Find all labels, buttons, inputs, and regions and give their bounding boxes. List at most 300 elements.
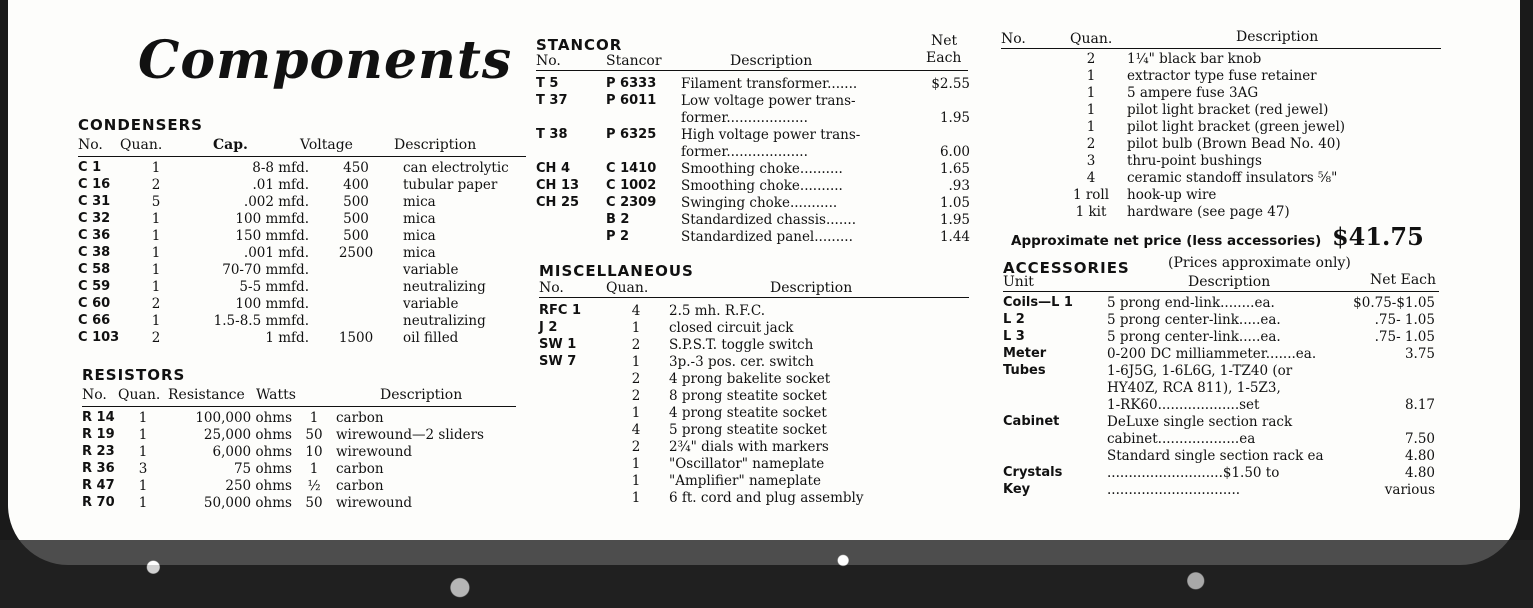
page-title: Components: [138, 30, 513, 91]
table-cell: HY40Z, RCA 811), 1-5Z3,: [1107, 380, 1281, 396]
table-row: [536, 212, 974, 229]
table-cell: 1: [1086, 85, 1096, 101]
misc-heading: MISCELLANEOUS: [539, 262, 694, 280]
table-cell: [1001, 204, 1059, 221]
table-cell: [539, 405, 607, 422]
table-row: [539, 303, 949, 320]
table-cell: closed circuit jack: [669, 320, 794, 336]
table-cell: 4.80: [1404, 465, 1435, 481]
table-cell: 450: [343, 160, 369, 176]
table-cell: mica: [403, 228, 436, 244]
table-cell: 1: [151, 262, 161, 278]
table-cell: 6.00: [939, 144, 970, 160]
table-row: [539, 337, 949, 354]
table-cell: 1500: [338, 330, 374, 346]
table-cell: tubular paper: [403, 177, 498, 193]
table-cell: 1.95: [939, 212, 970, 228]
table-cell: 2500: [338, 245, 374, 261]
table-cell: pilot bulb (Brown Bead No. 40): [1127, 136, 1341, 152]
table-cell: variable: [403, 296, 459, 312]
table-cell: C 1410: [606, 161, 657, 176]
table-cell: 2: [151, 296, 161, 312]
condensers-col-description: Description: [394, 137, 477, 153]
table-cell: [1353, 414, 1439, 431]
table-cell: 6,000 ohms: [212, 444, 292, 460]
table-cell: 2¾" dials with markers: [669, 439, 829, 455]
table-cell: [313, 279, 403, 296]
table-cell: [1001, 68, 1059, 85]
table-cell: 2: [631, 439, 641, 455]
table-row: [536, 195, 974, 212]
table-cell: 1: [138, 427, 148, 443]
table-cell: wirewound: [336, 444, 413, 460]
accessories-note: (Prices approximate only): [1168, 255, 1351, 271]
condensers-rule: [78, 156, 526, 157]
table-cell: Swinging choke...........: [681, 195, 838, 211]
table-cell: 4: [1086, 170, 1096, 186]
table-row: [1001, 102, 1427, 119]
condensers-col-cap: Cap.: [213, 137, 248, 153]
table-row: [536, 76, 974, 93]
table-cell: [539, 422, 607, 439]
table-row: [1003, 346, 1439, 363]
table-cell: [539, 371, 607, 388]
document-page: [8, 0, 1520, 565]
table-row: [1001, 136, 1427, 153]
table-row: [78, 177, 533, 194]
resistors-col-quan: Quan.: [118, 387, 161, 403]
table-row: [539, 473, 949, 490]
misc2-col-no: No.: [1001, 31, 1026, 47]
table-cell: 2.5 mh. R.F.C.: [669, 303, 765, 319]
table-cell: [313, 313, 403, 330]
table-cell: T 38: [536, 127, 568, 142]
table-row: [82, 444, 526, 461]
table-cell: hardware (see page 47): [1127, 204, 1290, 220]
table-cell: 1-6J5G, 1-6L6G, 1-TZ40 (or: [1107, 363, 1293, 379]
table-cell: 1: [138, 478, 148, 494]
stancor-heading: STANCOR: [536, 36, 623, 54]
misc-col-description: Description: [770, 280, 853, 296]
resistors-table: [82, 410, 526, 512]
table-cell: mica: [403, 245, 436, 261]
table-row: [1001, 85, 1427, 102]
approx-net-price: [1011, 222, 1424, 251]
table-cell: 70-70 mmfd.: [222, 262, 309, 278]
table-row: [78, 228, 533, 245]
stancor-col-no: No.: [536, 53, 561, 69]
table-cell: C 36: [78, 228, 111, 243]
table-cell: [539, 456, 607, 473]
table-cell: 2: [151, 177, 161, 193]
table-cell: .75- 1.05: [1374, 312, 1435, 328]
table-cell: 3p.-3 pos. cer. switch: [669, 354, 814, 370]
accessories-rule: [1003, 291, 1439, 292]
misc2-col-quan: Quan.: [1070, 31, 1113, 47]
table-cell: [539, 439, 607, 456]
table-cell: J 2: [539, 320, 558, 335]
table-cell: ceramic standoff insulators ⅝": [1127, 170, 1338, 186]
table-cell: 1: [631, 490, 641, 506]
table-cell: 10: [305, 444, 323, 460]
condensers-table: [78, 160, 533, 347]
table-cell: 1: [631, 354, 641, 370]
table-cell: 2: [631, 337, 641, 353]
table-cell: 5 prong steatite socket: [669, 422, 827, 438]
table-row: [536, 110, 974, 127]
table-cell: 1: [309, 410, 319, 426]
table-cell: carbon: [336, 410, 384, 426]
table-cell: 8.17: [1404, 397, 1435, 413]
table-cell: .01 mfd.: [252, 177, 309, 193]
table-cell: 50: [305, 427, 323, 443]
table-cell: C 60: [78, 296, 111, 311]
table-row: [536, 93, 974, 110]
table-cell: 1: [151, 279, 161, 295]
table-cell: 2: [631, 388, 641, 404]
table-cell: 4: [631, 303, 641, 319]
table-cell: R 23: [82, 444, 115, 459]
stancor-col-each: Each: [926, 50, 962, 66]
misc-table: [539, 303, 949, 507]
table-cell: [606, 110, 681, 127]
table-cell: 1: [631, 405, 641, 421]
table-cell: 1: [151, 313, 161, 329]
table-row: [78, 296, 533, 313]
table-cell: 1: [151, 160, 161, 176]
table-row: [78, 330, 533, 347]
table-cell: C 59: [78, 279, 111, 294]
accessories-col-description: Description: [1188, 274, 1271, 290]
table-cell: 1.44: [939, 229, 970, 245]
table-cell: 5 prong center-link.....ea.: [1107, 329, 1281, 345]
table-cell: [1001, 170, 1059, 187]
accessories-col-unit: Unit: [1003, 274, 1034, 290]
table-row: [78, 279, 533, 296]
table-row: [82, 478, 526, 495]
misc-col-no: No.: [539, 280, 564, 296]
table-cell: B 2: [606, 212, 630, 227]
table-cell: .002 mfd.: [243, 194, 309, 210]
table-cell: RFC 1: [539, 303, 582, 318]
table-cell: 2: [151, 330, 161, 346]
table-cell: pilot light bracket (green jewel): [1127, 119, 1346, 135]
table-cell: 4.80: [1404, 448, 1435, 464]
table-cell: [536, 144, 606, 161]
table-cell: 1.95: [939, 110, 970, 126]
table-cell: 3.75: [1404, 346, 1435, 362]
table-cell: [536, 229, 606, 246]
table-cell: C 1002: [606, 178, 657, 193]
misc-col-quan: Quan.: [606, 280, 649, 296]
table-cell: Low voltage power trans-: [681, 93, 856, 109]
table-cell: High voltage power trans-: [681, 127, 861, 143]
stancor-col-stancor: Stancor: [606, 53, 662, 69]
table-row: [539, 354, 949, 371]
table-cell: 1 mfd.: [265, 330, 309, 346]
table-row: [539, 371, 949, 388]
table-cell: various: [1384, 482, 1435, 498]
table-cell: R 19: [82, 427, 115, 442]
table-cell: [926, 127, 974, 144]
table-cell: Filament transformer.......: [681, 76, 858, 92]
table-row: [78, 160, 533, 177]
resistors-col-watts: Watts: [256, 387, 296, 403]
table-cell: Key: [1003, 482, 1031, 497]
table-cell: L 2: [1003, 312, 1025, 327]
table-row: [82, 427, 526, 444]
table-cell: 1: [151, 228, 161, 244]
table-cell: [539, 473, 607, 490]
table-cell: Standardized chassis.......: [681, 212, 856, 228]
table-cell: 150 mmfd.: [235, 228, 309, 244]
table-cell: CH 4: [536, 161, 570, 176]
table-cell: 8 prong steatite socket: [669, 388, 827, 404]
misc-rule: [539, 297, 969, 298]
table-cell: C 58: [78, 262, 111, 277]
torn-edge-decoration: [0, 540, 1533, 608]
table-cell: [1001, 136, 1059, 153]
table-cell: C 1: [78, 160, 102, 175]
table-cell: 1¼" black bar knob: [1127, 51, 1262, 67]
table-cell: 500: [343, 194, 369, 210]
table-row: [539, 439, 949, 456]
table-row: [539, 388, 949, 405]
resistors-col-resistance: Resistance: [168, 387, 245, 403]
table-cell: P 6325: [606, 127, 657, 142]
table-row: [1001, 51, 1427, 68]
misc-rows: [539, 303, 949, 507]
table-cell: 1: [631, 320, 641, 336]
resistors-rows: [82, 410, 526, 512]
table-row: [78, 245, 533, 262]
stancor-col-description: Description: [730, 53, 813, 69]
table-row: [539, 422, 949, 439]
table-row: [78, 262, 533, 279]
table-row: [1001, 170, 1427, 187]
table-cell: [1003, 380, 1107, 397]
table-row: [539, 490, 949, 507]
table-cell: 6 ft. cord and plug assembly: [669, 490, 864, 506]
table-cell: 1: [138, 410, 148, 426]
table-cell: C 66: [78, 313, 111, 328]
table-cell: 100,000 ohms: [195, 410, 292, 426]
condensers-col-quan: Quan.: [120, 137, 163, 153]
table-cell: cabinet...................ea: [1107, 431, 1256, 447]
table-cell: $0.75-$1.05: [1353, 295, 1435, 311]
table-cell: former...................: [681, 144, 808, 160]
table-row: [1003, 482, 1439, 499]
table-row: [1003, 380, 1439, 397]
table-row: [1001, 153, 1427, 170]
table-cell: SW 1: [539, 337, 577, 352]
table-row: [536, 161, 974, 178]
table-cell: Meter: [1003, 346, 1047, 361]
table-cell: .93: [948, 178, 970, 194]
table-cell: 100 mmfd.: [235, 211, 309, 227]
table-cell: carbon: [336, 478, 384, 494]
table-cell: 1.65: [939, 161, 970, 177]
table-cell: C 31: [78, 194, 111, 209]
table-cell: 1: [309, 461, 319, 477]
table-cell: ½: [307, 478, 321, 494]
table-cell: 1.05: [939, 195, 970, 211]
table-cell: wirewound—2 sliders: [336, 427, 484, 443]
condensers-col-no: No.: [78, 137, 103, 153]
table-cell: 5-5 mmfd.: [239, 279, 309, 295]
table-cell: [536, 212, 606, 229]
table-cell: pilot light bracket (red jewel): [1127, 102, 1329, 118]
table-cell: 5 prong center-link.....ea.: [1107, 312, 1281, 328]
table-cell: P 2: [606, 229, 630, 244]
table-cell: 1: [151, 245, 161, 261]
table-cell: hook-up wire: [1127, 187, 1217, 203]
table-row: [1003, 295, 1439, 312]
table-cell: Smoothing choke..........: [681, 178, 843, 194]
table-cell: 2: [631, 371, 641, 387]
table-cell: [926, 93, 974, 110]
table-cell: 1.5-8.5 mmfd.: [213, 313, 309, 329]
stancor-table: [536, 76, 974, 246]
table-cell: Crystals: [1003, 465, 1063, 480]
table-cell: 50: [305, 495, 323, 511]
table-cell: Smoothing choke..........: [681, 161, 843, 177]
table-cell: $2.55: [931, 76, 970, 92]
table-cell: wirewound: [336, 495, 413, 511]
table-cell: R 14: [82, 410, 115, 425]
table-cell: 1: [1086, 119, 1096, 135]
stancor-rule: [536, 70, 968, 71]
table-cell: ...........................$1.50 to: [1107, 465, 1280, 481]
table-cell: 100 mmfd.: [235, 296, 309, 312]
table-cell: 5 prong end-link........ea.: [1107, 295, 1275, 311]
table-cell: [1001, 119, 1059, 136]
table-cell: C 32: [78, 211, 111, 226]
accessories-rows: [1003, 295, 1439, 499]
misc2-rule: [1001, 48, 1441, 49]
table-cell: "Oscillator" nameplate: [669, 456, 825, 472]
table-cell: [1001, 153, 1059, 170]
table-cell: C 103: [78, 330, 120, 345]
resistors-col-no: No.: [82, 387, 107, 403]
table-row: [1003, 431, 1439, 448]
table-cell: variable: [403, 262, 459, 278]
table-cell: Coils—L 1: [1003, 295, 1073, 310]
table-row: [1003, 448, 1439, 465]
table-cell: [1003, 448, 1107, 465]
table-cell: [1001, 102, 1059, 119]
table-cell: [1001, 85, 1059, 102]
table-cell: [1001, 187, 1059, 204]
table-cell: 1: [138, 495, 148, 511]
table-cell: [1003, 431, 1107, 448]
accessories-heading: ACCESSORIES: [1003, 259, 1130, 277]
table-cell: 1: [151, 211, 161, 227]
table-row: [539, 405, 949, 422]
table-cell: C 16: [78, 177, 111, 192]
table-cell: C 2309: [606, 195, 657, 210]
table-cell: 8-8 mfd.: [252, 160, 309, 176]
table-row: [539, 456, 949, 473]
table-cell: 4: [631, 422, 641, 438]
table-cell: [1353, 380, 1439, 397]
table-cell: C 38: [78, 245, 111, 260]
table-cell: neutralizing: [403, 279, 486, 295]
table-cell: neutralizing: [403, 313, 486, 329]
approx-price-value: $41.75: [1331, 222, 1424, 251]
misc2-rows: [1001, 51, 1427, 221]
table-cell: .001 mfd.: [243, 245, 309, 261]
table-cell: [313, 296, 403, 313]
table-cell: 1: [631, 456, 641, 472]
table-row: [536, 144, 974, 161]
table-cell: 1-RK60...................set: [1107, 397, 1260, 413]
table-cell: S.P.S.T. toggle switch: [669, 337, 814, 353]
stancor-rows: [536, 76, 974, 246]
table-row: [1003, 312, 1439, 329]
table-cell: SW 7: [539, 354, 577, 369]
table-cell: 2: [1086, 51, 1096, 67]
table-row: [1003, 329, 1439, 346]
table-row: [1003, 465, 1439, 482]
table-cell: CH 13: [536, 178, 580, 193]
table-cell: 1 roll: [1072, 187, 1110, 203]
resistors-rule: [82, 406, 516, 407]
table-cell: [539, 490, 607, 507]
table-cell: 250 ohms: [225, 478, 292, 494]
table-cell: [1003, 397, 1107, 414]
table-row: [82, 461, 526, 478]
table-cell: T 37: [536, 93, 568, 108]
table-cell: "Amplifier" nameplate: [669, 473, 821, 489]
table-cell: Standard single section rack ea: [1107, 448, 1324, 464]
approx-price-label: Approximate net price (less accessories): [1011, 233, 1322, 249]
table-cell: [536, 110, 606, 127]
table-cell: can electrolytic: [403, 160, 509, 176]
table-row: [1001, 119, 1427, 136]
table-cell: [1001, 51, 1059, 68]
table-row: [1003, 414, 1439, 431]
table-cell: oil filled: [403, 330, 459, 346]
table-cell: 3: [1086, 153, 1096, 169]
condensers-heading: CONDENSERS: [78, 116, 203, 134]
table-cell: thru-point bushings: [1127, 153, 1262, 169]
table-cell: 4 prong bakelite socket: [669, 371, 831, 387]
table-cell: [606, 144, 681, 161]
table-cell: 75 ohms: [233, 461, 292, 477]
table-cell: 5 ampere fuse 3AG: [1127, 85, 1259, 101]
table-row: [78, 313, 533, 330]
table-row: [1001, 187, 1427, 204]
table-cell: P 6011: [606, 93, 657, 108]
table-cell: carbon: [336, 461, 384, 477]
table-cell: 3: [138, 461, 148, 477]
table-cell: 500: [343, 211, 369, 227]
table-row: [539, 320, 949, 337]
table-cell: 7.50: [1404, 431, 1435, 447]
accessories-col-net-each: Net Each: [1370, 272, 1437, 288]
table-cell: 5: [151, 194, 161, 210]
table-cell: [1353, 363, 1439, 380]
table-cell: former...................: [681, 110, 808, 126]
table-cell: P 6333: [606, 76, 657, 91]
table-cell: [539, 388, 607, 405]
table-cell: T 5: [536, 76, 559, 91]
table-cell: 2: [1086, 136, 1096, 152]
table-cell: 400: [343, 177, 369, 193]
table-cell: Tubes: [1003, 363, 1046, 378]
table-cell: 1 kit: [1075, 204, 1107, 220]
